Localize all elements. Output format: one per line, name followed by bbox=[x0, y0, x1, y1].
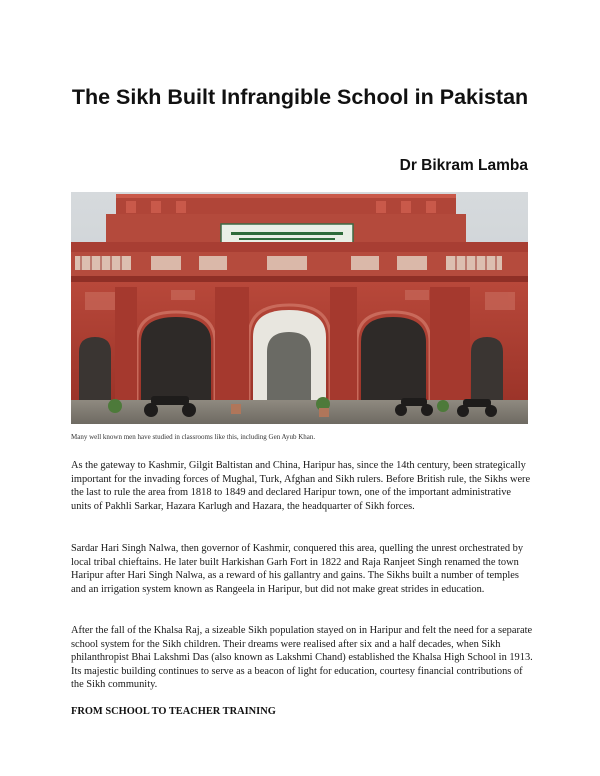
article-author: Dr Bikram Lamba bbox=[399, 157, 528, 174]
section-heading: FROM SCHOOL TO TEACHER TRAINING bbox=[71, 706, 276, 717]
paragraph-3: After the fall of the Khalsa Raj, a sizeable Sikh population stayed on in Haripur and felt the need for a separate school system for the Sikh children. Their dreams were realised after six and a half decades, when Sikh philanthropist Bhai Lakshmi Das (also known as Lakshmi Chand) established the Khalsa High School in 1913. Its majestic building continues to serve as a beacon of light for education, courtesy financial contributions of the Sikh community. bbox=[71, 625, 533, 691]
article-title: The Sikh Built Infrangible School in Pakistan bbox=[71, 85, 529, 109]
photo-caption: Many well known men have studied in classrooms like this, including Gen Ayub Khan. bbox=[71, 433, 316, 441]
paragraph-1: As the gateway to Kashmir, Gilgit Baltistan and China, Haripur has, since the 14th century, been strategically important for the invading forces of Mughal, Turk, Afghan and Sikh rulers. Before British rule, the Sikhs were the last to rule the area from 1818 to 1849 and declared Haripur town, one of the important administrative units of Pakhli Sarkar, Hazara Karlugh and Hazara, the headquarter of Sikh forces. bbox=[71, 460, 531, 512]
paragraph-2: Sardar Hari Singh Nalwa, then governor of Kashmir, conquered this area, quelling the unrest orchestrated by local tribal chieftains. He later built Harkishan Garh Fort in 1822 and Raja Ranjeet Singh renamed the town Haripur after Hari Singh Nalwa, as a reward of his gallantry and gains. The Sikhs built a number of temples and an irrigation system known as Rangeela in Haripur, but did not make great strides in education. bbox=[71, 543, 524, 595]
school-building-photo bbox=[71, 192, 528, 424]
